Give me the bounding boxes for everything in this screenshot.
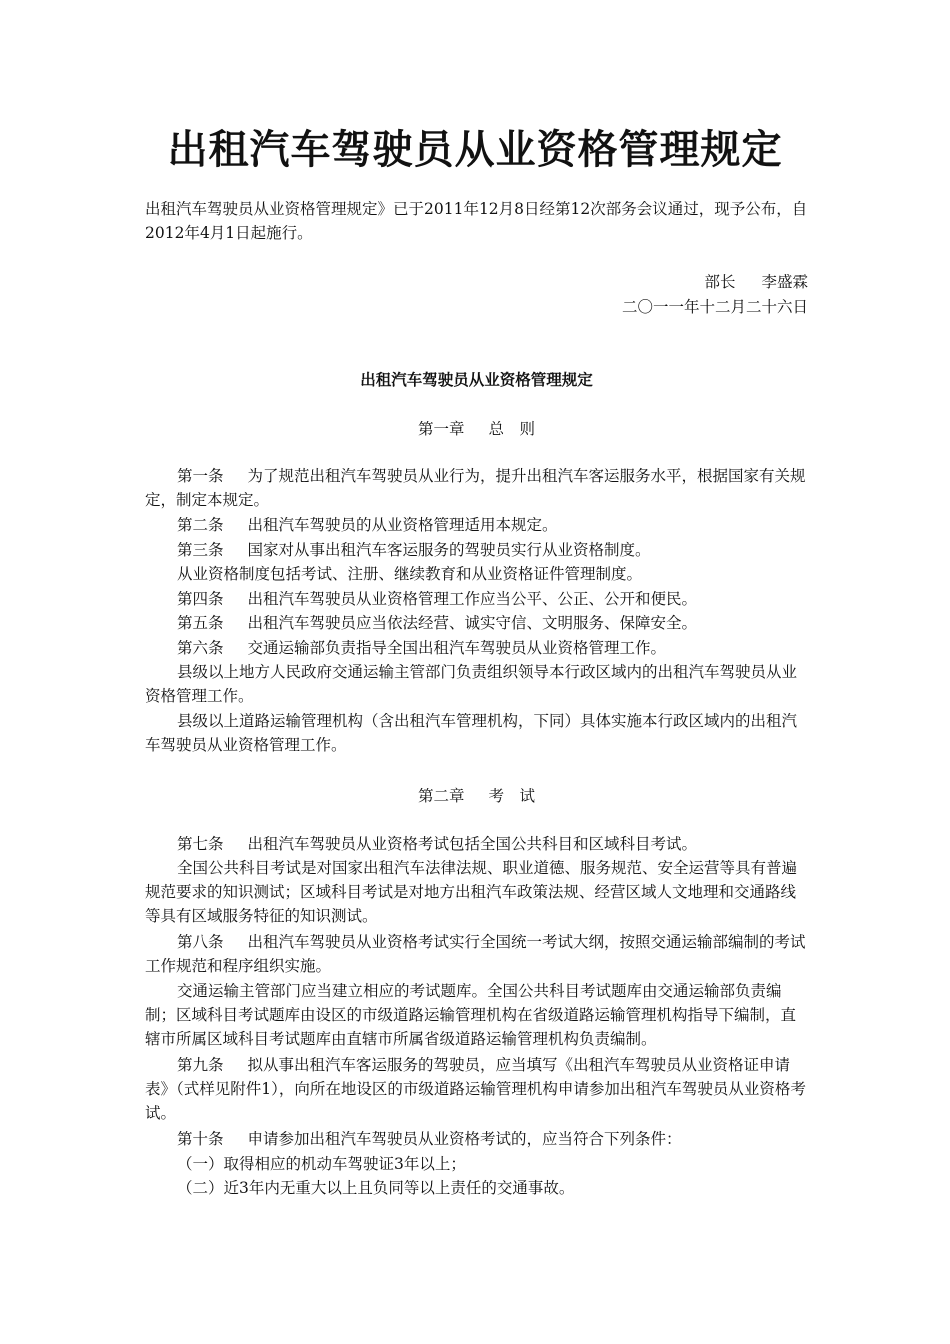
article-6-text: 交通运输部负责指导全国出租汽车驾驶员从业资格管理工作。 [247,639,667,657]
chapter-2-label: 第二章 [417,787,465,805]
article-6-paragraph-3: 县级以上道路运输管理机构（含出租汽车管理机构，下同）具体实施本行政区域内的出租汽车驾驶员从业资格管理工作。 [145,712,798,754]
sub-title: 出租汽车驾驶员从业资格管理规定 [360,370,593,389]
article-2-text: 出租汽车驾驶员的从业资格管理适用本规定。 [247,516,558,534]
article-1-no: 第一条 [177,467,224,485]
article-4 [145,587,808,611]
chapter-1-heading [145,417,808,441]
signature-name: 李盛霖 [761,273,808,291]
article-3-text: 国家对从事出租汽车客运服务的驾驶员实行从业资格制度。 [247,541,651,559]
chapter-1-label: 第一章 [417,420,465,438]
article-4-no: 第四条 [177,590,224,608]
condition-1: （一）取得相应的机动车驾驶证3年以上； [177,1155,466,1173]
article-6-paragraph-2: 县级以上地方人民政府交通运输主管部门负责组织领导本行政区域内的出租汽车驾驶员从业资格管理工作。 [145,663,798,705]
article-4-text: 出租汽车驾驶员从业资格管理工作应当公平、公正、公开和便民。 [247,590,698,608]
main-title: 出租汽车驾驶员从业资格管理规定 [167,126,783,173]
article-9 [145,1053,808,1125]
article-10-no: 第十条 [177,1130,224,1148]
article-5-no: 第五条 [177,614,224,632]
article-1 [145,464,808,512]
article-7-text: 出租汽车驾驶员从业资格考试包括全国公共科目和区域科目考试。 [247,835,698,853]
article-1-text: 为了规范出租汽车驾驶员从业行为，提升出租汽车客运服务水平，根据国家有关规定，制定本规定。 [145,467,806,509]
article-5 [145,611,808,635]
article-2 [145,513,808,537]
article-8-no: 第八条 [177,933,224,951]
chapter-2-name: 考 试 [488,787,536,805]
intro-paragraph: 出租汽车驾驶员从业资格管理规定》已于2011年12月8日经第12次部务会议通过，现予公布，自2012年4月1日起施行。 [145,200,808,242]
article-10-text: 申请参加出租汽车驾驶员从业资格考试的，应当符合下列条件： [247,1130,682,1148]
chapter-2-heading [145,784,808,808]
article-3-paragraph-2: 从业资格制度包括考试、注册、继续教育和从业资格证件管理制度。 [177,565,643,583]
signature-line [145,270,808,294]
article-7 [145,832,808,856]
article-8-text: 出租汽车驾驶员从业资格考试实行全国统一考试大纲，按照交通运输部编制的考试工作规范和程序组织实施。 [145,933,806,975]
article-3 [145,538,808,562]
article-6 [145,636,808,660]
article-8-paragraph-2: 交通运输主管部门应当建立相应的考试题库。全国公共科目考试题库由交通运输部负责编制；区域科目考试题库由设区的市级道路运输管理机构在省级道路运输管理机构指导下编制，直辖市所属区域科目考试题库由直辖市所属省级道路运输管理机构负责编制。 [145,982,797,1048]
condition-2: （二）近3年内无重大以上且负同等以上责任的交通事故。 [177,1179,575,1197]
article-10 [145,1127,808,1151]
article-9-no: 第九条 [177,1056,224,1074]
article-2-no: 第二条 [177,516,224,534]
article-6-no: 第六条 [177,639,224,657]
article-3-no: 第三条 [177,541,224,559]
article-8 [145,930,808,978]
article-7-no: 第七条 [177,835,224,853]
signature-date: 二〇一一年十二月二十六日 [621,298,808,316]
article-7-paragraph-2: 全国公共科目考试是对国家出租汽车法律法规、职业道德、服务规范、安全运营等具有普遍规范要求的知识测试；区域科目考试是对地方出租汽车政策法规、经营区域人文地理和交通路线等具有区域服务特征的知识测试。 [145,859,798,925]
article-9-text: 拟从事出租汽车客运服务的驾驶员，应当填写《出租汽车驾驶员从业资格证申请表》（式样见附件1），向所在地设区的市级道路运输管理机构申请参加出租汽车驾驶员从业资格考试。 [145,1056,806,1122]
article-5-text: 出租汽车驾驶员应当依法经营、诚实守信、文明服务、保障安全。 [247,614,698,632]
chapter-1-name: 总 则 [488,420,536,438]
signature-title: 部长 [704,273,736,291]
